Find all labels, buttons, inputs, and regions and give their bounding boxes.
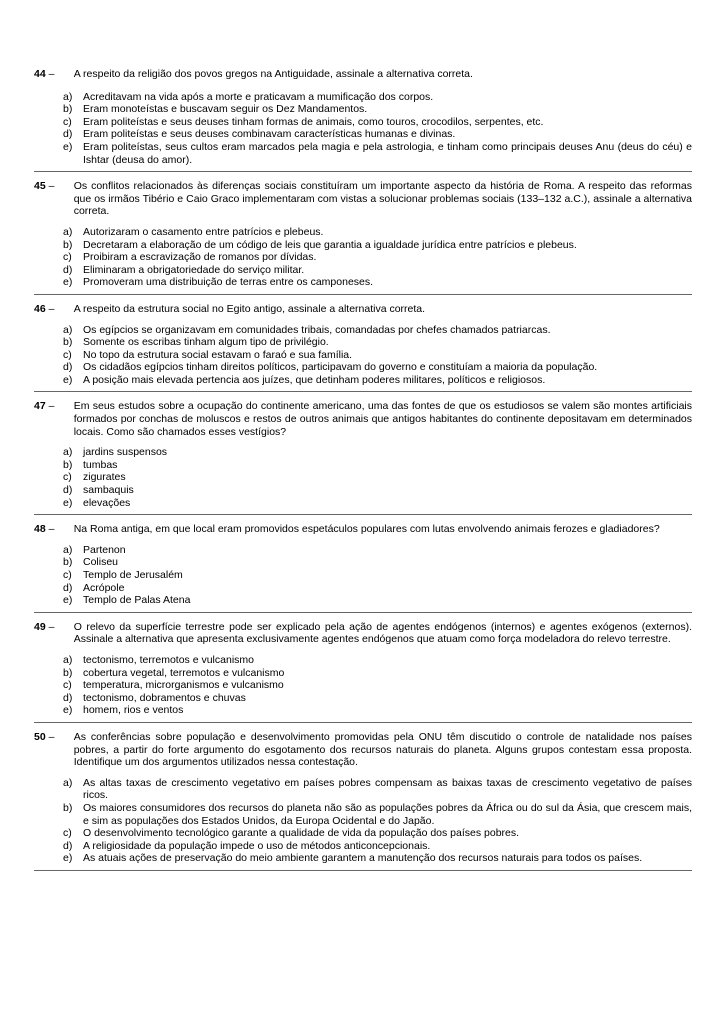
question-number: 45 <box>34 180 46 193</box>
option-e[interactable]: e) homem, rios e ventos <box>63 704 184 717</box>
divider <box>34 294 692 295</box>
option-e[interactable]: e) A posição mais elevada pertencia aos juízes, que detinham poderes militares, políticos e religiosos. <box>63 373 546 386</box>
option-c[interactable]: c) Eram politeístas e seus deuses tinham formas de animais, como touros, crocodilos, serpentes, etc. <box>63 115 544 128</box>
option-d[interactable]: d) Acrópole <box>63 581 125 594</box>
option-a[interactable]: a) Partenon <box>63 543 126 556</box>
option-a[interactable]: a) Autorizaram o casamento entre patrícios e plebeus. <box>63 225 324 238</box>
option-a[interactable]: a) As altas taxas de crescimento vegetativo em países pobres compensam as baixas taxas de crescimento vegetativo de países ricos. <box>63 776 692 802</box>
option-b[interactable]: b) Eram monoteístas e buscavam seguir os Dez Mandamentos. <box>63 103 368 116</box>
divider <box>34 870 692 871</box>
option-c[interactable]: c) No topo da estrutura social estavam o faraó e sua família. <box>63 348 353 361</box>
question-stem <box>34 621 692 646</box>
options-list <box>34 324 692 387</box>
options-list <box>34 226 692 289</box>
options-list <box>34 777 692 865</box>
question-49 <box>34 621 692 717</box>
question-number: 50 <box>34 730 46 743</box>
question-text: Os conflitos relacionados às diferenças sociais constituíram um importante aspecto da história de Roma. A respeito das reformas que os irmãos Tibério e Caio Graco implementaram com vistas a solucionar problemas sociais (133–132 a.C.), assinale a alternativa correta. <box>73 180 692 218</box>
option-b[interactable]: b) Decretaram a elaboração de um código de leis que garantia a igualdade jurídica entre patrícios e plebeus. <box>63 238 577 251</box>
question-dash: – <box>45 302 58 315</box>
question-48 <box>34 523 692 607</box>
option-d[interactable]: d) tectonismo, dobramentos e chuvas <box>63 691 246 704</box>
option-d[interactable]: d) sambaquis <box>63 484 134 497</box>
question-text: A respeito da estrutura social no Egito antigo, assinale a alternativa correta. <box>73 302 426 315</box>
option-b[interactable]: b) Coliseu <box>63 556 119 569</box>
option-c[interactable]: c) temperatura, microrganismos e vulcanismo <box>63 679 284 692</box>
option-a[interactable]: a) tectonismo, terremotos e vulcanismo <box>63 653 254 666</box>
question-number: 47 <box>34 400 46 413</box>
question-47 <box>34 400 692 509</box>
question-text: Em seus estudos sobre a ocupação do continente americano, uma das fontes de que os estudiosos se valem são montes artificiais formados por conchas de moluscos e restos de outros animais que antigos habitantes do continente depositavam em determinados locais. Como são chamados esses vestígios? <box>73 400 692 438</box>
option-c[interactable]: c) O desenvolvimento tecnológico garante a qualidade de vida da população dos países pobres. <box>63 827 520 840</box>
question-stem <box>34 731 692 769</box>
question-dash: – <box>45 730 58 743</box>
divider <box>34 171 692 172</box>
exam-page <box>34 68 692 879</box>
options-list <box>34 91 692 167</box>
option-d[interactable]: d) A religiosidade da população impede o uso de métodos anticoncepcionais. <box>63 839 431 852</box>
question-50 <box>34 731 692 865</box>
option-b[interactable]: b) Somente os escribas tinham algum tipo de privilégio. <box>63 336 329 349</box>
divider <box>34 612 692 613</box>
question-dash: – <box>45 523 58 536</box>
options-list <box>34 446 692 509</box>
question-46 <box>34 303 692 387</box>
option-e[interactable]: e) elevações <box>63 496 131 509</box>
question-stem <box>34 68 692 81</box>
option-b[interactable]: b) Os maiores consumidores dos recursos do planeta não são as populações pobres da África ou do sul da Ásia, que crescem mais, e sim as populações dos Estados Unidos, da Europa Ocidental e do Japão. <box>63 801 692 827</box>
option-a[interactable]: a) Os egípcios se organizavam em comunidades tribais, comandadas por chefes chamados patriarcas. <box>63 323 551 336</box>
option-a[interactable]: a) jardins suspensos <box>63 446 168 459</box>
option-c[interactable]: c) Proibiram a escravização de romanos por dívidas. <box>63 251 317 264</box>
question-stem <box>34 523 692 536</box>
option-a[interactable]: a) Acreditavam na vida após a morte e praticavam a mumificação dos corpos. <box>63 90 434 103</box>
question-dash: – <box>45 400 58 413</box>
question-text: O relevo da superfície terrestre pode ser explicado pela ação de agentes endógenos (internos) e agentes exógenos (externos). Assinale a alternativa que apresenta exclusivamente agentes endógenos que atuam como força modeladora do relevo terrestre. <box>73 620 692 646</box>
question-dash: – <box>45 180 58 193</box>
option-b[interactable]: b) tumbas <box>63 458 118 471</box>
question-number: 49 <box>34 620 46 633</box>
question-44 <box>34 68 692 166</box>
question-stem <box>34 180 692 218</box>
question-number: 48 <box>34 523 46 536</box>
question-text: As conferências sobre população e desenvolvimento promovidas pela ONU têm discutido o controle de natalidade nos países pobres, a partir do forte argumento do esgotamento dos recursos naturais do planeta. Alguns grupos contestam essa proposta. Identifique um dos argumentos utilizados nessa contestação. <box>73 730 692 769</box>
option-d[interactable]: d) Eram politeístas e seus deuses combinavam características humanas e divinas. <box>63 128 456 141</box>
question-45 <box>34 180 692 289</box>
option-e[interactable]: e) As atuais ações de preservação do meio ambiente garantem a manutenção dos recursos naturais para todos os países. <box>63 852 643 865</box>
question-stem <box>34 303 692 316</box>
divider <box>34 391 692 392</box>
option-b[interactable]: b) cobertura vegetal, terremotos e vulcanismo <box>63 666 285 679</box>
question-text: A respeito da religião dos povos gregos na Antiguidade, assinale a alternativa correta. <box>73 68 473 80</box>
option-c[interactable]: c) zigurates <box>63 471 126 484</box>
option-e[interactable]: e) Eram politeístas, seus cultos eram marcados pela magia e pela astrologia, e tinham como principais deuses Anu (deus do céu) e Ishtar (deusa do amor). <box>63 140 692 166</box>
question-stem <box>34 400 692 438</box>
question-text: Na Roma antiga, em que local eram promovidos espetáculos populares com lutas envolvendo animais ferozes e gladiadores? <box>73 523 660 536</box>
question-dash: – <box>45 620 58 633</box>
option-e[interactable]: e) Templo de Palas Atena <box>63 594 191 607</box>
options-list <box>34 544 692 607</box>
question-number: 44 <box>34 68 46 80</box>
option-d[interactable]: d) Os cidadãos egípcios tinham direitos políticos, participavam do governo e constituíam a maioria da população. <box>63 361 598 374</box>
divider <box>34 722 692 723</box>
question-dash: – <box>45 68 58 80</box>
question-number: 46 <box>34 302 46 315</box>
option-c[interactable]: c) Templo de Jerusalém <box>63 569 183 581</box>
option-d[interactable]: d) Eliminaram a obrigatoriedade do serviço militar. <box>63 263 305 276</box>
option-e[interactable]: e) Promoveram uma distribuição de terras entre os camponeses. <box>63 276 374 289</box>
divider <box>34 514 692 515</box>
options-list <box>34 654 692 717</box>
